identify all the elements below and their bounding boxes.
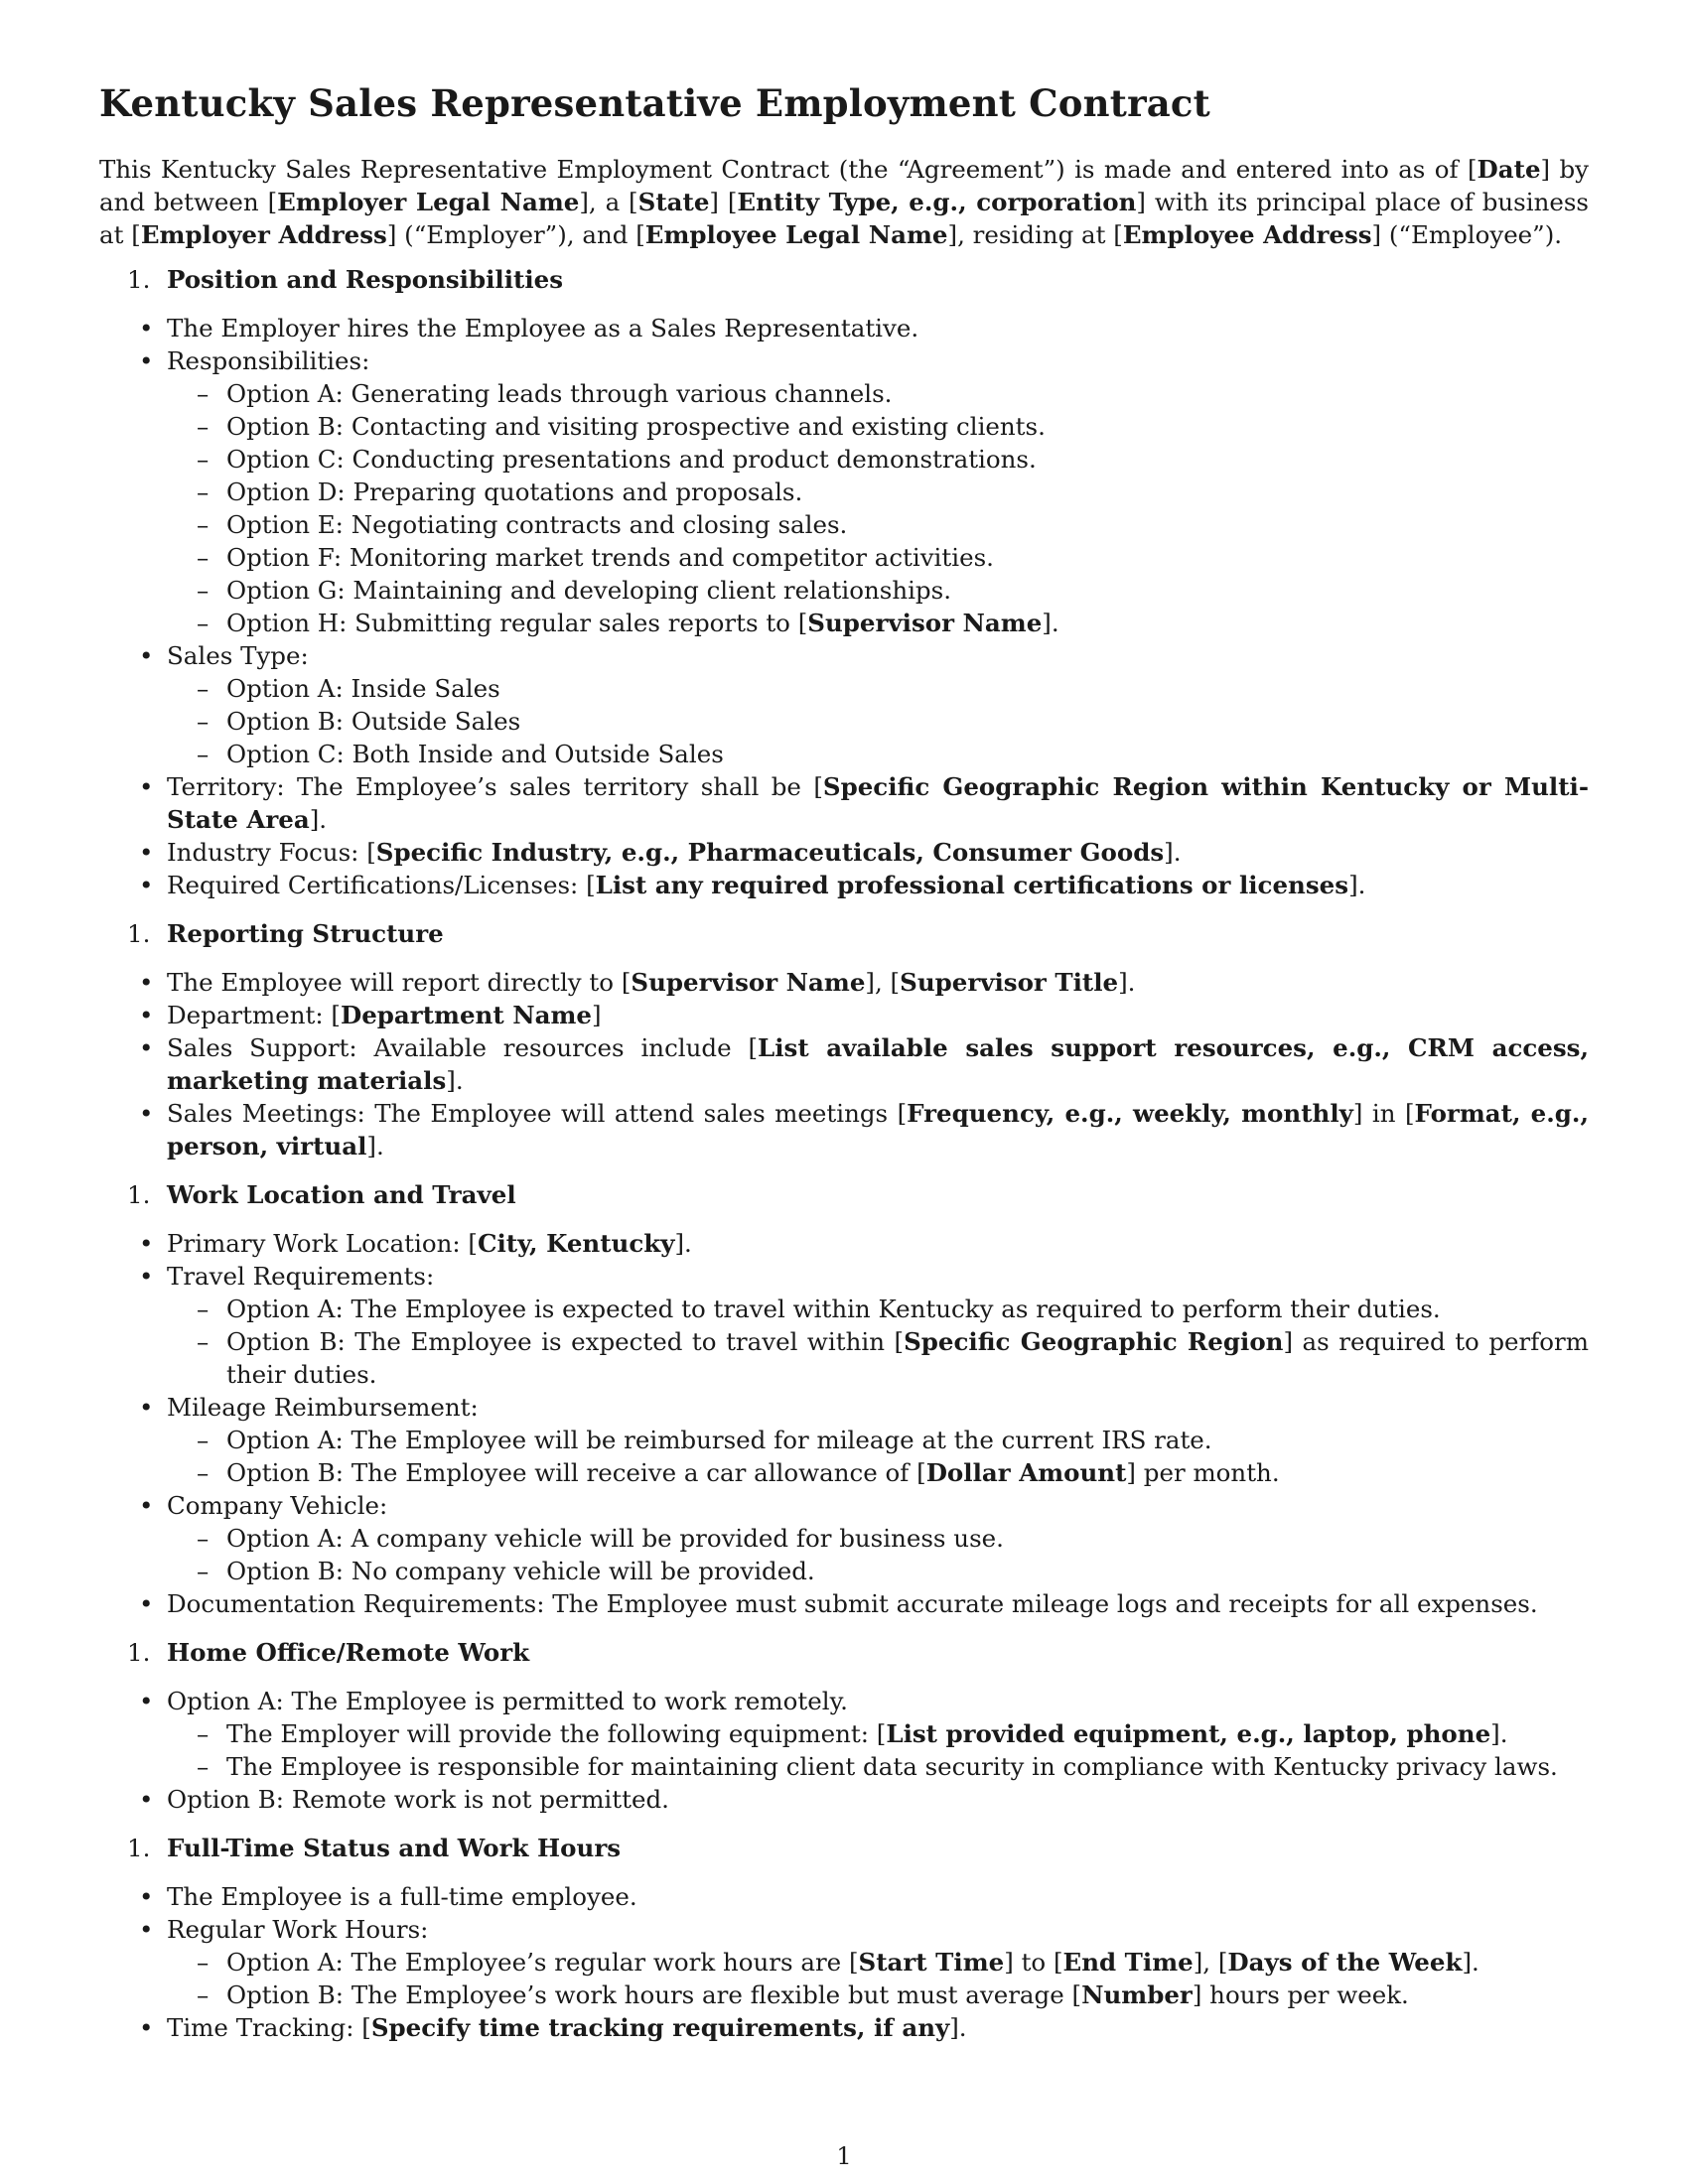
item-text: ]. [309,805,328,835]
item-text: Sales Support: Available resources include [ [167,1033,759,1063]
intro-text: ], residing at [ [947,220,1123,250]
section-title: Home Office/Remote Work [167,1638,530,1668]
list-item: • Documentation Requirements: The Employee must submit accurate mileage logs and receipts for all expenses. [99,1587,1589,1620]
sub-list-item [167,1325,1589,1391]
field-supervisor-name: Supervisor Name [631,968,866,998]
sub-list-item: – Option A: The Employee will be reimbursed for mileage at the current IRS rate. [167,1424,1589,1456]
list-item [99,2011,1589,2044]
sub-list-item [167,607,1589,639]
remote-list [99,1685,1589,1816]
item-text: ], [ [865,968,901,998]
field-entity-type: Entity Type, e.g., corporation [737,188,1137,217]
item-text: Option B: The Employee’s work hours are flexible but must average [ [226,1980,1082,2010]
section-title: Work Location and Travel [167,1180,516,1210]
field-territory: Specific Geographic Region within Kentucky or Multi-State Area [167,772,1589,835]
sub-list-item: – Option B: Contacting and visiting prospective and existing clients. [167,410,1589,443]
sub-list-item: – Option E: Negotiating contracts and closing sales. [167,508,1589,541]
intro-text: ], a [ [579,188,638,217]
section-number: 1. [127,1834,151,1863]
field-equipment: List provided equipment, e.g., laptop, phone [886,1719,1491,1749]
field-employee-address: Employee Address [1122,220,1372,250]
sub-list-item [167,1456,1589,1489]
item-text: Option H: Submitting regular sales reports to [ [226,609,808,638]
section-number: 1. [127,1638,151,1668]
sub-list-item: – Option A: A company vehicle will be provided for business use. [167,1522,1589,1555]
intro-text: This Kentucky Sales Representative Employment Contract (the “Agreement”) is made and entered into as of [ [99,155,1477,185]
field-geographic-region: Specific Geographic Region [904,1327,1284,1357]
document-page [99,81,1589,2060]
sub-list-item: – The Employee is responsible for maintaining client data security in compliance with Kentucky privacy laws. [167,1750,1589,1783]
list-item [99,312,1589,344]
section-title: Reporting Structure [167,919,444,949]
sub-list-item: – Option D: Preparing quotations and proposals. [167,476,1589,508]
item-text: Regular Work Hours: [167,1915,429,1945]
section-heading-reporting [99,917,1589,950]
item-text: Industry Focus: [ [167,838,376,868]
item-text: Sales Meetings: The Employee will attend sales meetings [ [167,1099,908,1129]
item-text: ] as required to perform their duties. [226,1327,1589,1390]
field-time-tracking: Specify time tracking requirements, if any [370,2013,950,2043]
sub-list-item: – Option B: Outside Sales [167,705,1589,738]
page-number: 1 [836,2142,852,2170]
list-item [99,1391,1589,1489]
section-heading-hours [99,1832,1589,1864]
item-text: The Employee will report directly to [ [167,968,632,998]
field-start-time: Start Time [858,1948,1005,1978]
list-item: • Option B: Remote work is not permitted. [99,1783,1589,1816]
field-employer-name: Employer Legal Name [277,188,580,217]
sub-list-item [167,1979,1589,2011]
item-text: ]. [366,1132,384,1161]
item-text: Responsibilities: [167,346,370,376]
hours-list [99,1880,1589,2044]
item-text: Time Tracking: [ [167,2013,371,2043]
item-text: ] [591,1001,602,1030]
item-text: ] hours per week. [1192,1980,1409,2010]
item-text: ]. [949,2013,967,2043]
reporting-list [99,966,1589,1162]
sub-list-item: – Option A: The Employee is expected to travel within Kentucky as required to perform their duties. [167,1293,1589,1325]
field-days-of-week: Days of the Week [1227,1948,1463,1978]
sub-list-item: – Option C: Both Inside and Outside Sales [167,738,1589,770]
list-item [99,1489,1589,1587]
field-employee-name: Employee Legal Name [644,220,948,250]
sub-list-item: – Option C: Conducting presentations and product demonstrations. [167,443,1589,476]
item-text: The Employer hires the Employee as a Sales Representative. [167,314,919,343]
travel-list [167,1293,1589,1391]
sub-list-item: – Option A: Generating leads through various channels. [167,377,1589,410]
intro-paragraph [99,153,1589,251]
section-number: 1. [127,265,151,295]
item-text: Company Vehicle: [167,1491,388,1521]
item-text: ]. [1462,1948,1479,1978]
field-certifications: List any required professional certifications or licenses [595,871,1349,900]
list-item [99,966,1589,999]
item-text: ] to [ [1004,1948,1063,1978]
responsibilities-list [167,377,1589,639]
sales-type-list [167,672,1589,770]
list-item [99,1227,1589,1260]
item-text: Travel Requirements: [167,1262,435,1292]
item-text: Option A: The Employee is permitted to work remotely. [167,1687,848,1716]
sub-list-item [167,1717,1589,1750]
item-text: Option B: The Employee will receive a car allowance of [ [226,1458,926,1488]
item-text: Department: [ [167,1001,341,1030]
item-text: ]. [1348,871,1366,900]
position-list [99,312,1589,901]
section-title: Position and Responsibilities [167,265,564,295]
list-item [99,639,1589,770]
list-item [99,1685,1589,1783]
item-text: Primary Work Location: [ [167,1229,478,1259]
list-item: • The Employee is a full-time employee. [99,1880,1589,1913]
item-text: ]. [446,1066,464,1096]
sub-list-item [167,1946,1589,1979]
section-heading-location [99,1178,1589,1211]
item-text: Sales Type: [167,641,309,671]
list-item [99,1031,1589,1097]
list-item [99,1913,1589,2011]
intro-text: ] (“Employee”). [1371,220,1563,250]
field-employer-address: Employer Address [140,220,387,250]
list-item [99,836,1589,869]
field-department: Department Name [340,1001,592,1030]
section-heading-position [99,263,1589,296]
sub-list-item: – Option A: Inside Sales [167,672,1589,705]
item-text: Option A: The Employee’s regular work hours are [ [226,1948,859,1978]
sub-list-item: – Option G: Maintaining and developing client relationships. [167,574,1589,607]
field-dollar-amount: Dollar Amount [925,1458,1127,1488]
sub-list-item: – Option F: Monitoring market trends and competitor activities. [167,541,1589,574]
list-item [99,770,1589,836]
field-industry: Specific Industry, e.g., Pharmaceuticals, Consumer Goods [375,838,1165,868]
item-text: Territory: The Employee’s sales territory shall be [ [167,772,823,802]
intro-text: ] [ [709,188,738,217]
list-item [99,999,1589,1031]
field-date: Date [1477,155,1541,185]
field-city: City, Kentucky [478,1229,675,1259]
field-supervisor-title: Supervisor Title [900,968,1119,998]
list-item [99,869,1589,901]
intro-text: ] with its principal place of business at [ [99,188,1590,250]
item-text: Required Certifications/Licenses: [ [167,871,596,900]
item-text: ]. [1118,968,1136,998]
section-number: 1. [127,1180,151,1210]
item-text: ], [ [1193,1948,1228,1978]
intro-text: ] by and between [ [99,155,1589,217]
intro-text: ] (“Employer”), and [ [386,220,645,250]
item-text: Option B: The Employee is expected to travel within [ [226,1327,905,1357]
field-supervisor-name: Supervisor Name [807,609,1043,638]
work-hours-list [167,1946,1589,2011]
item-text: ]. [1042,609,1059,638]
remote-option-list [167,1717,1589,1783]
item-text: Mileage Reimbursement: [167,1393,479,1423]
field-meeting-format: Format, e.g., person, virtual [167,1099,1589,1161]
list-item [99,1260,1589,1391]
mileage-list [167,1424,1589,1489]
section-heading-remote [99,1636,1589,1669]
item-text: The Employer will provide the following equipment: [ [226,1719,887,1749]
item-text: ]. [1164,838,1182,868]
section-title: Full-Time Status and Work Hours [167,1834,622,1863]
document-title: Kentucky Sales Representative Employment Contract [99,81,1210,125]
list-item [99,344,1589,639]
section-number: 1. [127,919,151,949]
item-text: ] in [ [1352,1099,1415,1129]
field-state: State [637,188,710,217]
item-text: ] per month. [1126,1458,1280,1488]
sub-list-item: – Option B: No company vehicle will be provided. [167,1555,1589,1587]
item-text: ]. [674,1229,692,1259]
field-end-time: End Time [1062,1948,1194,1978]
field-number: Number [1081,1980,1193,2010]
item-text: ]. [1490,1719,1508,1749]
list-item [99,1097,1589,1162]
location-list [99,1227,1589,1620]
field-meeting-frequency: Frequency, e.g., weekly, monthly [907,1099,1353,1129]
field-sales-support: List available sales support resources, e.g., CRM access, marketing materials [167,1033,1589,1096]
vehicle-list [167,1522,1589,1587]
